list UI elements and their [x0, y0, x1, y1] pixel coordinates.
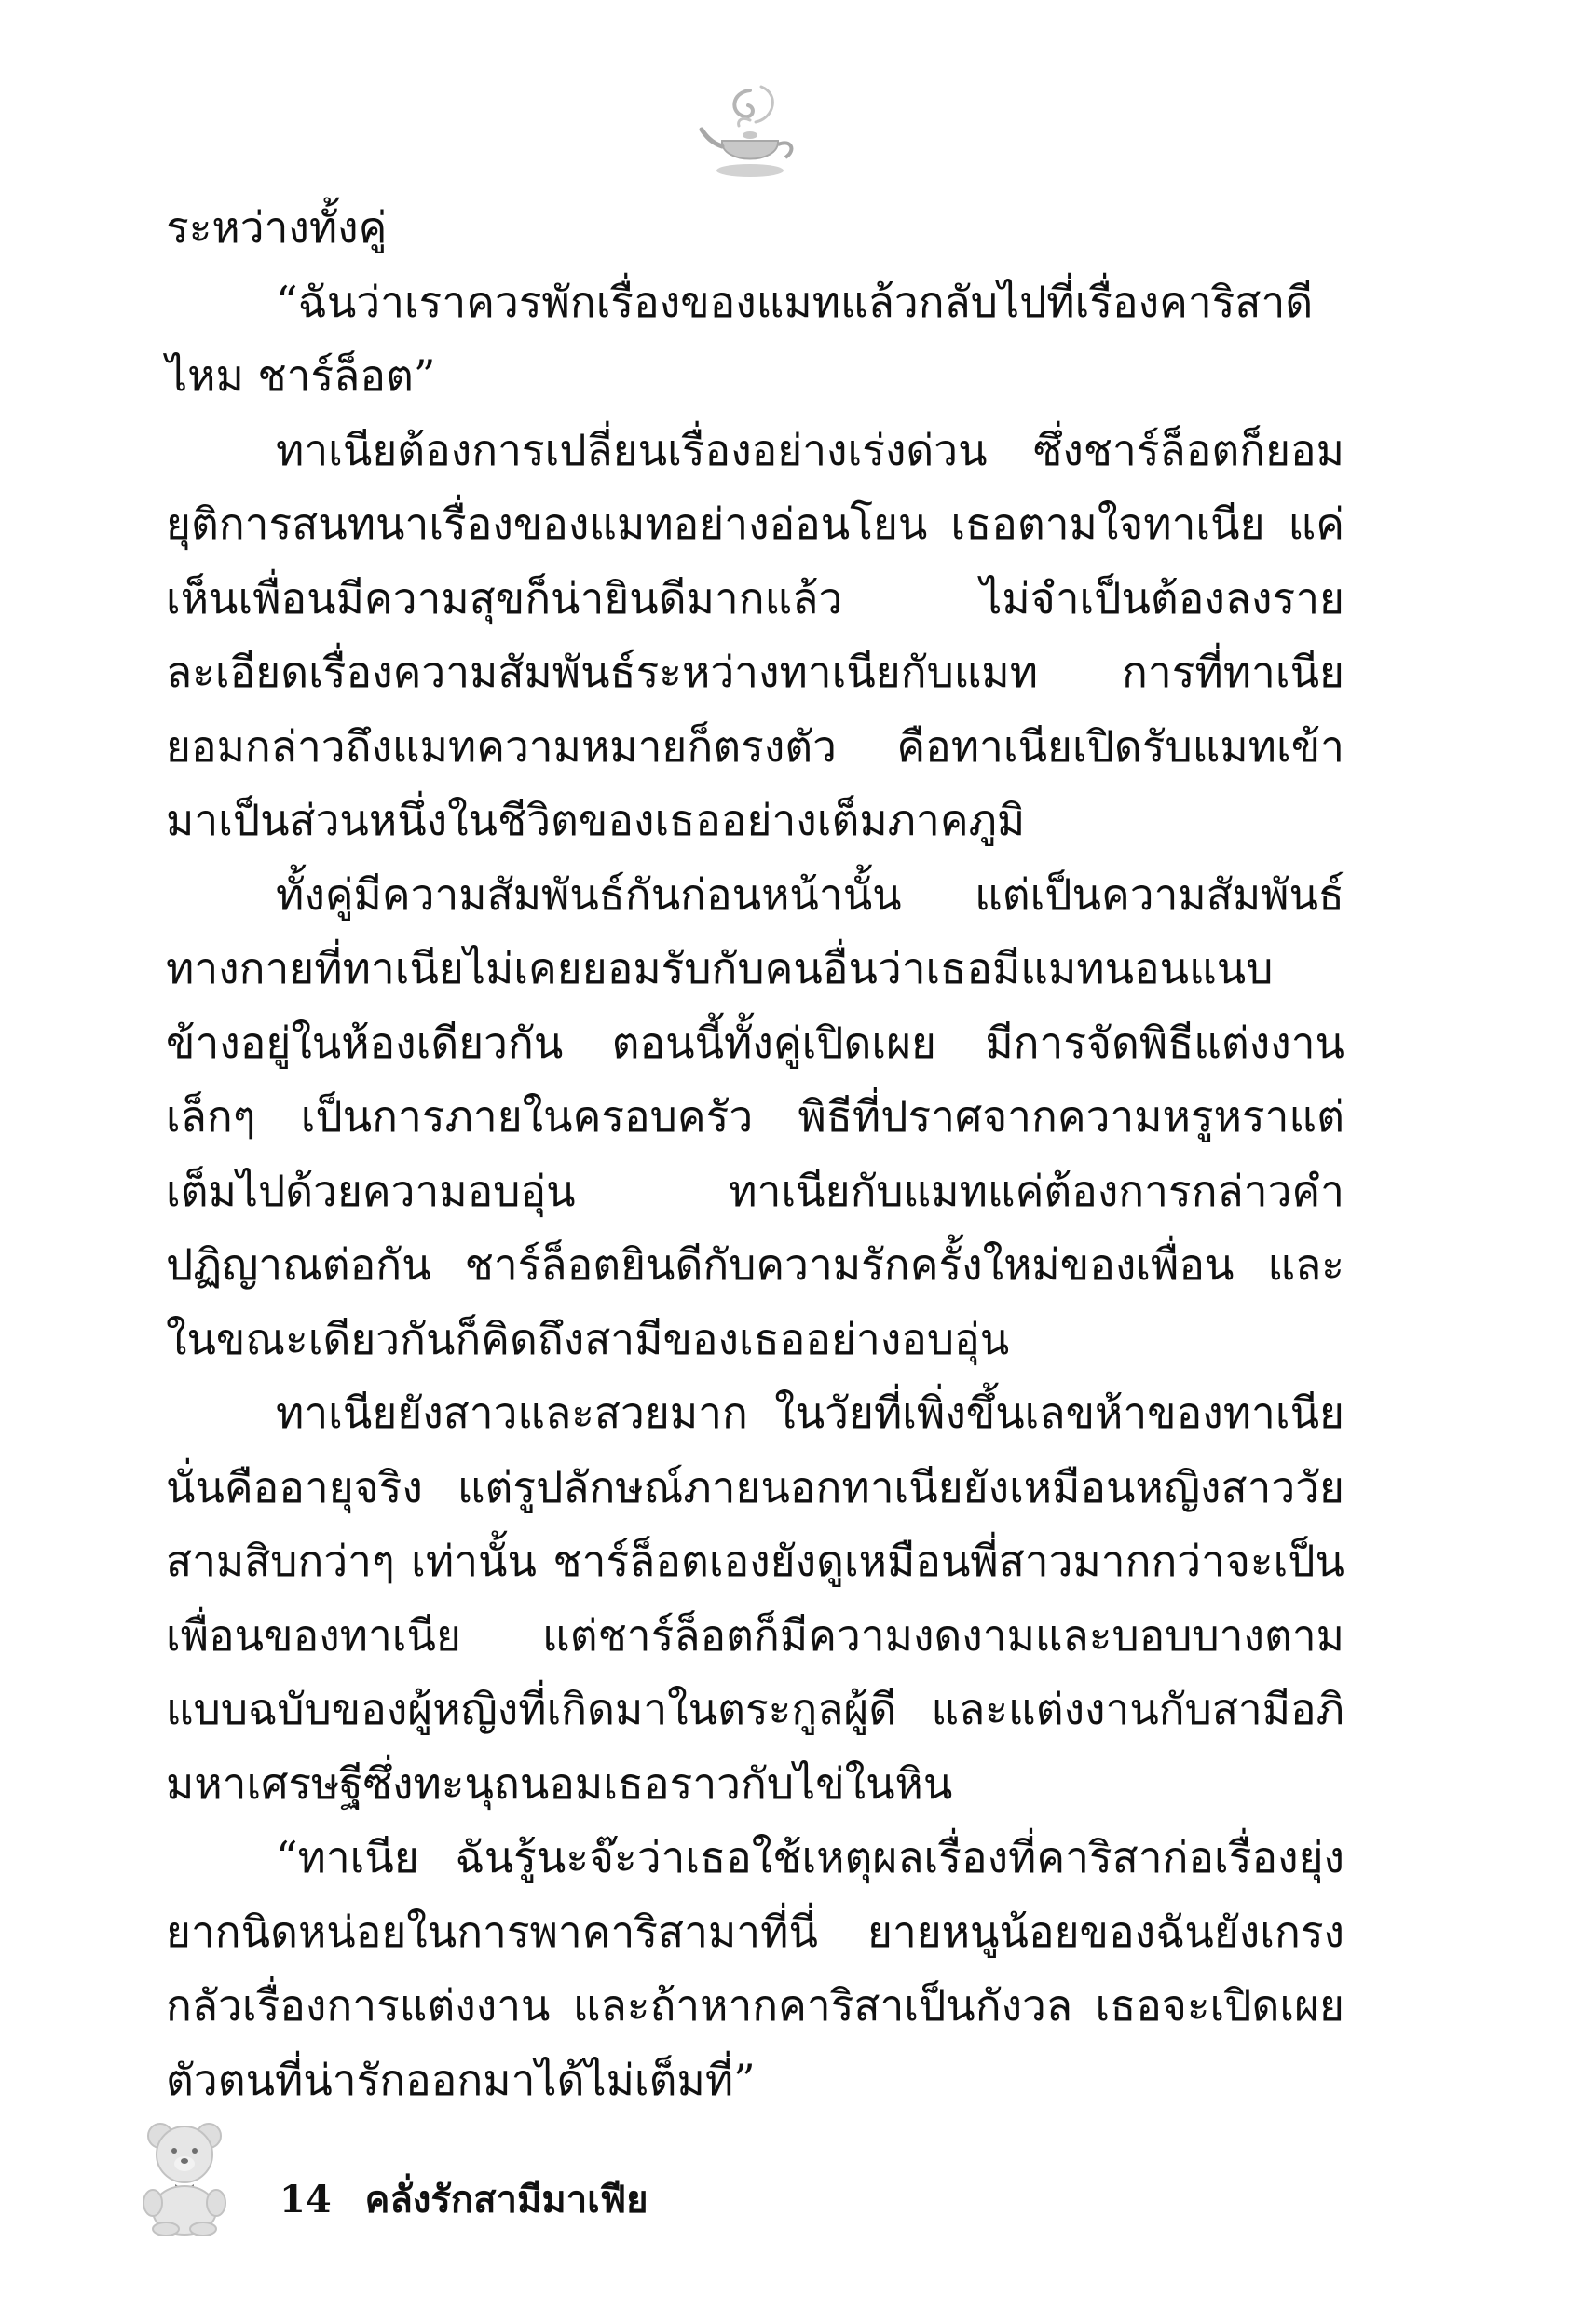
teapot-swirl-icon — [694, 79, 806, 191]
teddy-bear-icon — [129, 2115, 240, 2236]
paragraph-5: ทาเนียยังสาวและสวยมาก ในวัยที่เพิ่งขึ้นเลขห้าของทาเนียนั่นคืออายุจริง แต่รูปลักษณ์ภายนอกทาเนียยังเหมือนหญิงสาววัยสามสิบกว่าๆ เท่านั้น ชาร์ล็อตเองยังดูเหมือนพี่สาวมากกว่าจะเป็นเพื่อนของทาเนีย แต่ชาร์ล็อตก็มีความงดงามและบอบบางตามแบบฉบับของผู้หญิงที่เกิดมาในตระกูลผู้ดี และแต่งงานกับสามีอภิมหาเศรษฐีซึ่งทะนุถนอมเธอราวกับไข่ในหิน — [166, 1388, 1344, 1809]
page-footer — [280, 2169, 648, 2229]
book-title: คลั่งรักสามีมาเฟีย — [364, 2178, 648, 2222]
paragraph-1: ระหว่างทั้งคู่ — [166, 202, 388, 253]
paragraph-3: ทาเนียต้องการเปลี่ยนเรื่องอย่างเร่งด่วน ซึ่งชาร์ล็อตก็ยอมยุติการสนทนาเรื่องของแมทอย่างอ่อนโยน เธอตามใจทาเนีย แค่เห็นเพื่อนมีความสุขก็น่ายินดีมากแล้ว ไม่จำเป็นต้องลงรายละเอียดเรื่องความสัมพันธ์ระหว่างทาเนียกับแมท การที่ทาเนียยอมกล่าวถึงแมทความหมายก็ตรงตัว คือทาเนียเปิดรับแมทเข้ามาเป็นส่วนหนึ่งในชีวิตของเธออย่างเต็มภาคภูมิ — [166, 424, 1344, 845]
story-text — [166, 191, 1344, 2117]
paragraph-4: ทั้งคู่มีความสัมพันธ์กันก่อนหน้านั้น แต่เป็นความสัมพันธ์ทางกายที่ทาเนียไม่เคยยอมรับกับคนอื่นว่าเธอมีแมทนอนแนบข้างอยู่ในห้องเดียวกัน ตอนนี้ทั้งคู่เปิดเผย มีการจัดพิธีแต่งงานเล็กๆ เป็นการภายในครอบครัว พิธีที่ปราศจากความหรูหราแต่เต็มไปด้วยความอบอุ่น ทาเนียกับแมทแค่ต้องการกล่าวคำปฏิญาณต่อกัน ชาร์ล็อตยินดีกับความรักครั้งใหม่ของเพื่อน และในขณะเดียวกันก็คิดถึงสามีของเธออย่างอบอุ่น — [166, 868, 1344, 1364]
paragraph-2: “ฉันว่าเราควรพักเรื่องของแมทแล้วกลับไปที่เรื่องคาริสาดีไหม ชาร์ล็อต” — [166, 276, 1314, 401]
paragraph-6: “ทาเนีย ฉันรู้นะจ๊ะว่าเธอใช้เหตุผลเรื่องที่คาริสาก่อเรื่องยุ่งยากนิดหน่อยในการพาคาริสามาที่นี่ ยายหนูน้อยของฉันยังเกรงกลัวเรื่องการแต่งงาน และถ้าหากคาริสาเป็นกังวล เธอจะเปิดเผยตัวตนที่น่ารักออกมาได้ไม่เต็มที่” — [166, 1832, 1344, 2105]
page-number: 14 — [280, 2178, 332, 2222]
